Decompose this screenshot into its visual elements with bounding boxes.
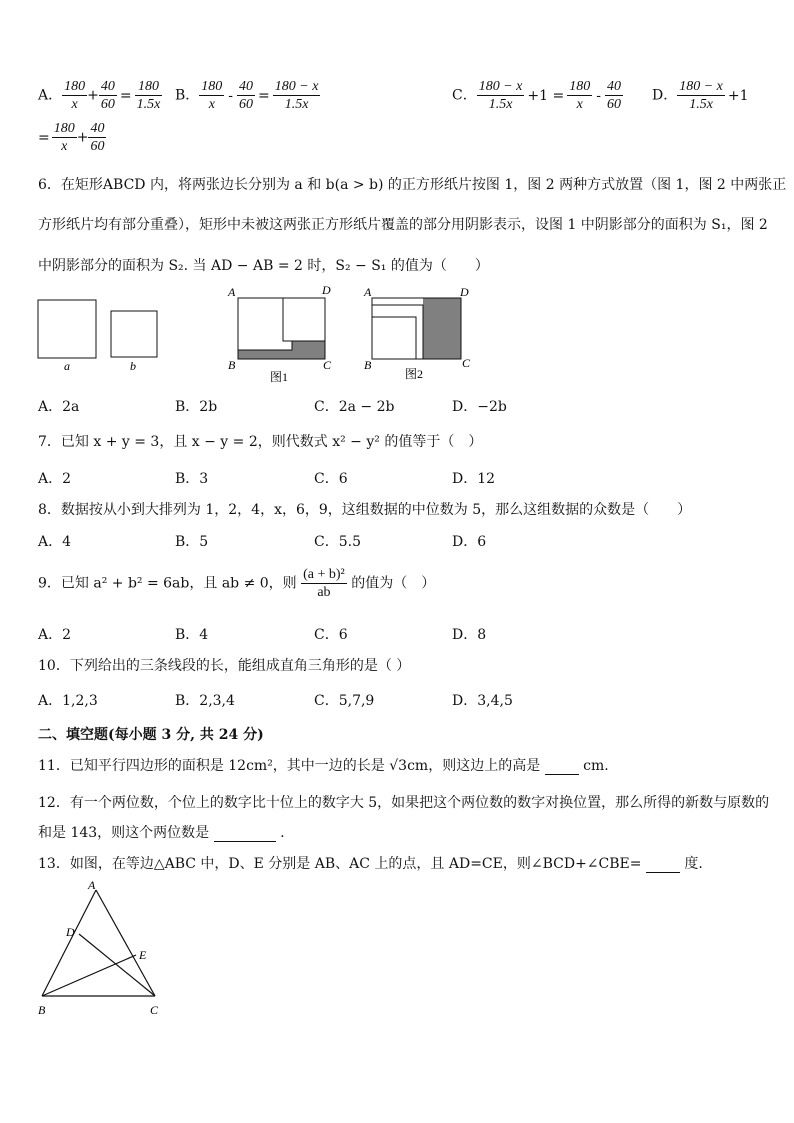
fig2-square-b <box>372 317 416 359</box>
q8-option-b: B．5 <box>175 534 209 550</box>
fraction: $\frac{40}{60}$ <box>90 121 105 154</box>
option-label: A． <box>38 87 63 104</box>
fig1-label-d: D <box>322 283 331 297</box>
label-a: a <box>64 359 70 373</box>
fig1-square-b <box>283 298 325 341</box>
q7-option-d: D．12 <box>452 471 496 487</box>
fraction: $\frac{40}{60}$ <box>239 79 254 112</box>
q9-fraction: $\frac{\text{(a + b)²}}{ab}$ <box>303 567 345 600</box>
fig1-label-b: B <box>228 358 236 372</box>
fig2-label-c: C <box>462 356 471 370</box>
q6-option-a: A．2a <box>38 399 80 415</box>
q8-text: 8．数据按从小到大排列为 1，2，4，x，6，9，这组数据的中位数为 5，那么这组数据的众数是（ ） <box>38 502 692 518</box>
fig2-shading-right <box>423 298 461 359</box>
segment-cd <box>79 934 155 996</box>
fig2-label-d: D <box>460 285 469 299</box>
point-d-label: D <box>66 925 75 939</box>
fraction: $\frac{180 - x}{1.5x}$ <box>679 79 723 112</box>
label-b: b <box>130 359 136 373</box>
fig1-caption: 图1 <box>270 370 289 384</box>
vertex-b-label: B <box>38 1003 46 1017</box>
q5-option-d: D． $\frac{180 - x}{1.5x}$ +1 <box>652 79 749 112</box>
fraction: $\frac{40}{60}$ <box>100 79 115 112</box>
vertex-a-label: A <box>88 878 96 892</box>
fraction: $\frac{180}{1.5x}$ <box>136 79 161 112</box>
q9-post: 的值为（ ） <box>351 575 436 592</box>
q13-answer-blank[interactable] <box>646 856 680 873</box>
fraction: $\frac{180}{x}$ <box>201 79 223 112</box>
fig2-caption: 图2 <box>405 367 424 381</box>
side-ac <box>96 890 155 996</box>
q13-triangle-figure <box>30 878 170 1023</box>
q10-option-a: A．1,2,3 <box>38 693 98 709</box>
point-e-label: E <box>139 948 147 962</box>
q11-text <box>38 755 609 775</box>
figure-1 <box>227 283 332 384</box>
q6-text-line1: 6．在矩形ABCD 内，将两张边长分别为 a 和 b(a > b) 的正方形纸片按图 1，图 2 两种方式放置（图 1，图 2 中两张正 <box>38 177 787 193</box>
q12-text-line1: 12．有一个两位数，个位上的数字比十位上的数字大 5，如果把这个两位数的数字对换位置，那么所得的新数与原数的 <box>38 795 770 811</box>
fig1-label-c: C <box>323 358 332 372</box>
q13-post: 度. <box>684 856 703 872</box>
fraction: $\frac{180}{x}$ <box>64 79 86 112</box>
section-heading: 二、填空题(每小题 3 分, 共 24 分) <box>38 727 264 743</box>
q11-post: cm. <box>583 758 609 774</box>
fraction: $\frac{180}{x}$ <box>53 121 75 154</box>
fraction: $\frac{180 - x}{1.5x}$ <box>274 79 319 112</box>
q12-text-line2 <box>38 822 285 842</box>
q6-option-c: C．2a − 2b <box>314 399 395 415</box>
q8-option-c: C．5.5 <box>314 534 361 550</box>
q10-option-c: C．5,7,9 <box>314 693 375 709</box>
q7-text: 7．已知 x + y = 3，且 x − y = 2，则代数式 x² − y² 的值等于（ ） <box>38 434 483 450</box>
q9-option-b: B．4 <box>175 627 209 643</box>
fraction: $\frac{180 - x}{1.5x}$ <box>478 79 523 112</box>
q9-pre: 9．已知 a² + b² = 6ab，且 ab ≠ 0，则 <box>38 575 297 592</box>
fig1-shading-right <box>292 341 325 359</box>
square-a <box>38 300 96 358</box>
q10-option-d: D．3,4,5 <box>452 693 513 709</box>
q6-option-b: B．2b <box>175 399 218 415</box>
q6-text-line3: 中阴影部分的面积为 S₂. 当 AD − AB = 2 时，S₂ − S₁ 的值为（ ） <box>38 258 489 274</box>
q8-option-a: A．4 <box>38 534 72 550</box>
side-ab <box>42 890 96 996</box>
q9-option-a: A．2 <box>38 627 72 643</box>
q10-text: 10．下列给出的三条线段的长，能组成直角三角形的是（ ） <box>38 658 411 674</box>
q6-text-line2: 方形纸片均有部分重叠），矩形中未被这两张正方形纸片覆盖的部分用阴影表示，设图 1 中阴影部分的面积为 S₁，图 2 <box>38 217 768 233</box>
q12-post: . <box>280 825 285 841</box>
segment-be <box>42 955 136 996</box>
q5-option-c: C． $\frac{180 - x}{1.5x}$ +1 = $\frac{180}{x}$ - $\frac{40}{60}$ <box>452 79 621 112</box>
q10-option-b: B．2,3,4 <box>175 693 235 709</box>
q12-pre: 和是 143，则这个两位数是 <box>38 825 210 841</box>
q13-pre: 13．如图，在等边△ABC 中，D、E 分别是 AB、AC 上的点，且 AD=CE，则∠BCD+∠CBE= <box>38 856 642 872</box>
q6-option-d: D．−2b <box>452 399 507 415</box>
fig1-label-a: A <box>228 285 236 299</box>
fraction: $\frac{180}{x}$ <box>569 79 591 112</box>
q9-option-d: D．8 <box>452 627 487 643</box>
q9-option-c: C．6 <box>314 627 348 643</box>
q12-answer-blank[interactable] <box>214 825 276 842</box>
q9-text <box>38 566 435 601</box>
q8-option-d: D．6 <box>452 534 487 550</box>
fig2-label-a: A <box>364 285 372 299</box>
q6-figure <box>30 282 480 390</box>
fig2-label-b: B <box>364 358 372 372</box>
q11-answer-blank[interactable] <box>545 758 579 775</box>
q5-option-b: B． $\frac{180}{x}$ - $\frac{40}{60}$ = $\frac{180 - x}{1.5x}$ <box>175 79 319 112</box>
fraction: $\frac{40}{60}$ <box>606 79 621 112</box>
q7-option-a: A．2 <box>38 471 72 487</box>
vertex-c-label: C <box>150 1003 159 1017</box>
q11-pre: 11．已知平行四边形的面积是 12cm²，其中一边的长是 √3cm，则这边上的高是 <box>38 758 541 774</box>
q5-option-d-continued: = $\frac{180}{x}$ + $\frac{40}{60}$ <box>38 121 105 154</box>
q13-text <box>38 853 703 873</box>
q5-option-a: A． $\frac{180}{x}$ + $\frac{40}{60}$ = $\frac{180}{1.5x}$ <box>38 79 161 112</box>
q7-option-c: C．6 <box>314 471 348 487</box>
figure-2 <box>363 285 471 381</box>
q7-option-b: B．3 <box>175 471 209 487</box>
square-b <box>111 311 157 357</box>
